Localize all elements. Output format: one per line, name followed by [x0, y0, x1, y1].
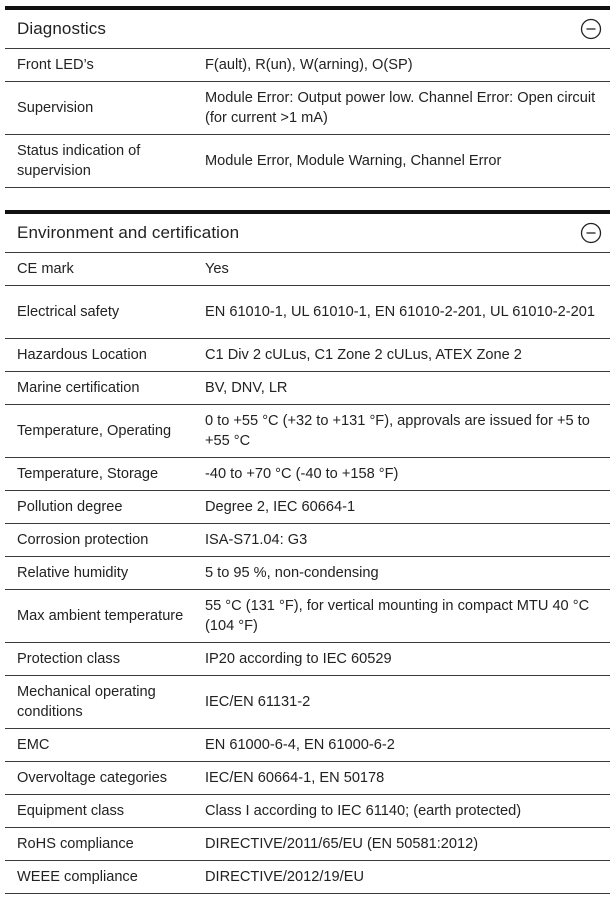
section-title: Diagnostics [17, 19, 106, 38]
row-label: CE mark [17, 261, 74, 277]
table-row [5, 82, 610, 135]
row-label: Hazardous Location [17, 347, 147, 363]
row-label: RoHS compliance [17, 836, 134, 852]
row-label: Mechanical operating conditions [17, 684, 156, 720]
row-value: EN 61000-6-4, EN 61000-6-2 [205, 737, 395, 753]
row-label: Relative humidity [17, 565, 129, 581]
row-value: Degree 2, IEC 60664-1 [205, 499, 356, 515]
row-value: 0 to +55 °C (+32 to +131 °F), approvals are issued for +5 to +55 °C [205, 413, 590, 449]
table-row [5, 828, 610, 861]
minus-circle-icon[interactable] [580, 222, 602, 244]
row-label: WEEE compliance [17, 869, 138, 885]
row-label: Front LED’s [17, 57, 94, 73]
row-value: -40 to +70 °C (-40 to +158 °F) [205, 466, 399, 482]
table-row [5, 49, 610, 82]
table-row [5, 795, 610, 828]
row-value: IP20 according to IEC 60529 [205, 651, 392, 667]
row-label: Temperature, Operating [17, 423, 172, 439]
table-row [5, 676, 610, 729]
row-value: IEC/EN 60664-1, EN 50178 [205, 770, 385, 786]
table-row [5, 524, 610, 557]
row-value: Module Error: Output power low. Channel Error: Open circuit (for current >1 mA) [205, 90, 596, 126]
section-title: Environment and certification [17, 223, 240, 242]
row-label: EMC [17, 737, 50, 753]
row-label: Overvoltage categories [17, 770, 168, 786]
table-row [5, 286, 610, 339]
table-row [5, 372, 610, 405]
row-label: Equipment class [17, 803, 125, 819]
row-value: EN 61010-1, UL 61010-1, EN 61010-2-201, UL 61010-2-201 [205, 304, 595, 320]
row-value: BV, DNV, LR [205, 380, 288, 396]
row-label: Pollution degree [17, 499, 123, 515]
row-label: Electrical safety [17, 304, 120, 320]
table-row [5, 135, 610, 188]
row-value: DIRECTIVE/2011/65/EU (EN 50581:2012) [205, 836, 479, 852]
row-value: C1 Div 2 cULus, C1 Zone 2 cULus, ATEX Zone 2 [205, 347, 522, 363]
row-value: F(ault), R(un), W(arning), O(SP) [205, 57, 413, 73]
table-row [5, 762, 610, 795]
table-row [5, 405, 610, 458]
table-row [5, 557, 610, 590]
row-value: Yes [205, 261, 229, 277]
row-label: Max ambient temperature [17, 608, 184, 624]
table-row [5, 643, 610, 676]
table-row [5, 458, 610, 491]
row-value: IEC/EN 61131-2 [205, 694, 311, 710]
row-value: ISA-S71.04: G3 [205, 532, 308, 548]
row-value: Module Error, Module Warning, Channel Error [205, 153, 502, 169]
minus-circle-icon[interactable] [580, 18, 602, 40]
table-row [5, 729, 610, 762]
table-row [5, 253, 610, 286]
table-row [5, 861, 610, 894]
row-label: Status indication of supervision [17, 143, 141, 179]
row-label: Temperature, Storage [17, 466, 159, 482]
row-label: Protection class [17, 651, 121, 667]
row-label: Marine certification [17, 380, 140, 396]
table-row [5, 491, 610, 524]
table-row [5, 339, 610, 372]
diagnostics-section [5, 6, 610, 188]
row-value: Class I according to IEC 61140; (earth protected) [205, 803, 522, 819]
diagnostics-header[interactable] [5, 6, 610, 49]
row-value: 55 °C (131 °F), for vertical mounting in compact MTU 40 °C (104 °F) [205, 598, 590, 634]
row-label: Supervision [17, 100, 94, 116]
environment-section [5, 210, 610, 894]
row-label: Corrosion protection [17, 532, 149, 548]
row-value: DIRECTIVE/2012/19/EU [205, 869, 364, 885]
row-value: 5 to 95 %, non-condensing [205, 565, 379, 581]
table-row [5, 590, 610, 643]
environment-header[interactable] [5, 210, 610, 253]
